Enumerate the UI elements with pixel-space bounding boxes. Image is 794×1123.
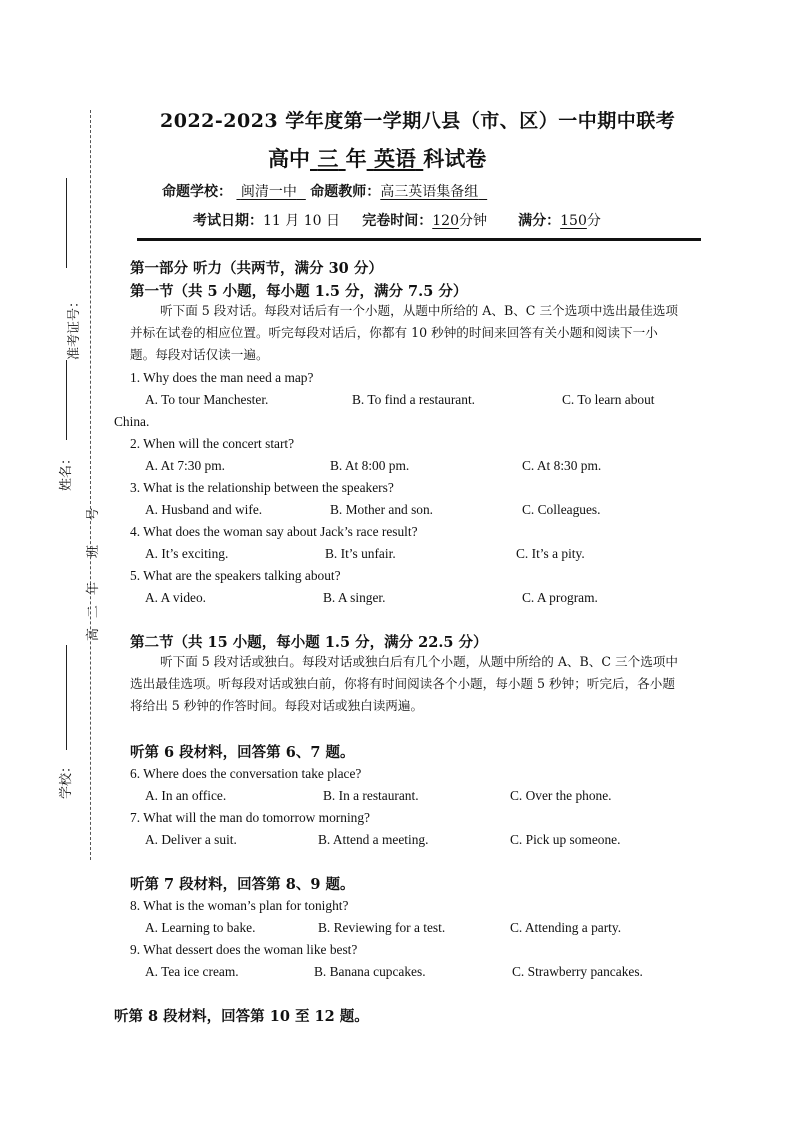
meta-line-2 xyxy=(193,210,601,230)
q8-option-c: C. Attending a party. xyxy=(510,920,622,935)
q7-option-b: B. Attend a meeting. xyxy=(318,832,429,847)
paper-title xyxy=(268,143,486,173)
q1-option-c-wrap: China. xyxy=(114,414,150,429)
question-9: 9. What dessert does the woman like best? xyxy=(130,942,358,957)
score-label: 满分： xyxy=(518,213,561,229)
section1-instructions: 听下面 5 段对话。每段对话后有一个小题，从题中所给的 A、B、C 三个选项中选出最佳选项并标在试卷的相应位置。听完每段对话后，你都有 10 秒钟的时间来回答有关小题和阅读下一小题。每段对话仅读一遍。 xyxy=(130,303,678,362)
q4-option-c: C. It’s a pity. xyxy=(516,546,585,561)
q2-option-b: B. At 8:00 pm. xyxy=(330,458,410,473)
date-value: 11 月 10 日 xyxy=(263,213,340,229)
q9-option-a: A. Tea ice cream. xyxy=(145,964,239,979)
q9-option-b: B. Banana cupcakes. xyxy=(314,964,426,979)
time-label: 完卷时间： xyxy=(362,213,433,229)
q3-option-c: C. Colleagues. xyxy=(522,502,601,517)
question-6: 6. Where does the conversation take place? xyxy=(130,766,362,781)
q1-option-c: C. To learn about xyxy=(562,392,655,407)
q1-option-a: A. To tour Manchester. xyxy=(145,392,269,407)
question-3: 3. What is the relationship between the speakers? xyxy=(130,480,394,495)
q3-option-b: B. Mother and son. xyxy=(330,502,434,517)
name-blank xyxy=(66,360,67,440)
q3-option-a: A. Husband and wife. xyxy=(145,502,263,517)
teacher-label: 命题教师： xyxy=(310,184,381,200)
group-8-heading: 听第 8 段材料，回答第 10 至 12 题。 xyxy=(114,1008,369,1025)
part1-title: 第一部分 听力（共两节，满分 30 分） xyxy=(130,260,383,277)
q6-option-b: B. In a restaurant. xyxy=(323,788,419,803)
q2-option-c: C. At 8:30 pm. xyxy=(522,458,602,473)
question-4: 4. What does the woman say about Jack’s race result? xyxy=(130,524,418,539)
q6-option-c: C. Over the phone. xyxy=(510,788,612,803)
score-unit: 分 xyxy=(586,213,601,229)
q7-option-a: A. Deliver a suit. xyxy=(145,832,237,847)
q6-option-a: A. In an office. xyxy=(145,788,227,803)
question-7: 7. What will the man do tomorrow morning? xyxy=(130,810,370,825)
section2-title: 第二节（共 15 小题，每小题 1.5 分，满分 22.5 分） xyxy=(130,634,488,651)
paper-title-prefix: 高中 xyxy=(268,146,310,171)
question-2: 2. When will the concert start? xyxy=(130,436,295,451)
q5-option-c: C. A program. xyxy=(522,590,598,605)
q5-option-b: B. A singer. xyxy=(323,590,386,605)
group-7-heading: 听第 7 段材料，回答第 8、9 题。 xyxy=(130,876,355,893)
q8-option-a: A. Learning to bake. xyxy=(145,920,256,935)
date-label: 考试日期： xyxy=(193,213,263,229)
time-unit: 分钟 xyxy=(458,213,487,229)
q9-option-c: C. Strawberry pancakes. xyxy=(512,964,643,979)
q7-option-c: C. Pick up someone. xyxy=(510,832,621,847)
q5-option-a: A. A video. xyxy=(145,590,207,605)
class-label: 高二年 班 号 xyxy=(86,497,102,642)
question-1: 1. Why does the man need a map? xyxy=(130,370,314,385)
question-5: 5. What are the speakers talking about? xyxy=(130,568,341,583)
meta-line-1 xyxy=(162,181,487,201)
subject-value: 英语 xyxy=(373,146,416,171)
school-label-top: 命题学校： xyxy=(162,184,232,200)
name-label: 姓名： xyxy=(59,451,75,492)
section2-instructions: 听下面 5 段对话或独白。每段对话或独白后有几个小题，从题中所给的 A、B、C 三个选项中选出最佳选项。听每段对话或独白前，你将有时间阅读各个小题，每小题 5 秒钟；听完后，各小题将给出 5 秒钟的作答时间。每段对话或独白读两遍。 xyxy=(130,654,678,713)
grade-value: 三 xyxy=(317,146,339,171)
paper-title-suffix: 科试卷 xyxy=(423,146,487,171)
school-blank xyxy=(66,680,67,750)
header-rule xyxy=(137,238,701,241)
group-6-heading: 听第 6 段材料，回答第 6、7 题。 xyxy=(130,744,355,761)
paper-title-mid: 年 xyxy=(345,146,367,171)
q8-option-b: B. Reviewing for a test. xyxy=(318,920,446,935)
school-label: 学校： xyxy=(59,759,75,800)
question-8: 8. What is the woman’s plan for tonight? xyxy=(130,898,349,913)
binding-dashed-line xyxy=(90,110,91,860)
section1-title: 第一节（共 5 小题，每小题 1.5 分，满分 7.5 分） xyxy=(130,283,468,300)
q4-option-a: A. It’s exciting. xyxy=(145,546,229,561)
exam-number-label: 准考证号： xyxy=(67,294,83,361)
exam-title: 2022-2023 学年度第一学期八县（市、区）一中期中联考 xyxy=(160,110,676,132)
exam-number-blank xyxy=(66,178,67,268)
teacher-value: 高三英语集备组 xyxy=(380,184,479,200)
school-value: 闽清一中 xyxy=(240,184,297,200)
q1-option-b: B. To find a restaurant. xyxy=(352,392,476,407)
q2-option-a: A. At 7:30 pm. xyxy=(145,458,225,473)
q4-option-b: B. It’s unfair. xyxy=(325,546,396,561)
score-value: 150 xyxy=(560,213,587,229)
time-value: 120 xyxy=(432,213,459,229)
